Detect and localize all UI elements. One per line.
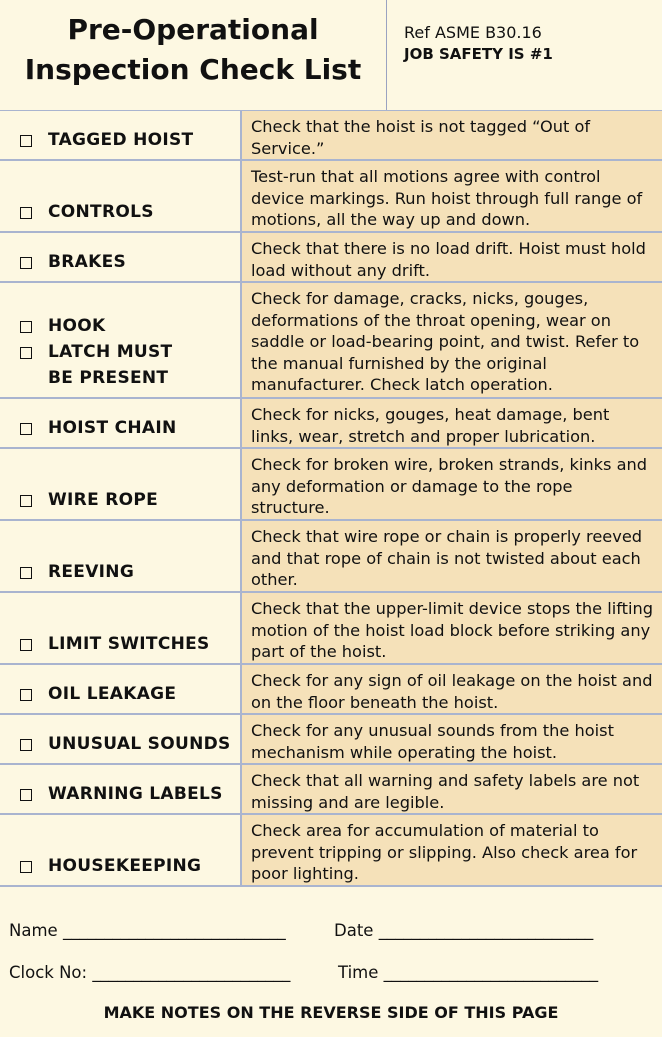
checklist-item-cell: [0, 283, 242, 397]
checklist-items: [20, 631, 210, 657]
checklist-item-cell: [0, 111, 242, 159]
checklist-row: [0, 593, 662, 665]
checklist-item-cell: [0, 521, 242, 591]
checkbox[interactable]: [20, 495, 32, 507]
checklist-items: [20, 681, 176, 707]
checklist-row: [0, 233, 662, 283]
checklist-item-label: WARNING LABELS: [48, 784, 223, 804]
checklist-row: [0, 449, 662, 521]
checklist-description: Check that all warning and safety labels are not missing and are legible.: [242, 765, 662, 813]
checklist-description: Check that the upper-limit device stops the lifting motion of the hoist load block before striking any part of the hoist.: [242, 593, 662, 663]
reference-standard: Ref ASME B30.16: [404, 23, 542, 42]
title-line-2: Inspection Check List: [24, 53, 362, 86]
checklist-item-cell: [0, 161, 242, 231]
date-field[interactable]: [334, 921, 593, 940]
checkbox[interactable]: [20, 567, 32, 579]
checklist-item-label: HOUSEKEEPING: [48, 856, 202, 876]
checklist-item: [20, 199, 154, 225]
clock-label: Clock No:: [9, 963, 88, 982]
checklist-item-label: HOIST CHAIN: [48, 418, 177, 438]
checklist-item-label: UNUSUAL SOUNDS: [48, 734, 231, 754]
checkbox[interactable]: [20, 135, 32, 147]
checklist-item-cell: [0, 715, 242, 763]
checklist-item-label: HOOK: [48, 316, 106, 336]
name-line: ___________________________: [62, 921, 286, 940]
checklist-items: [20, 781, 223, 807]
checklist-item-cell: [0, 233, 242, 281]
checklist-item: [20, 631, 210, 657]
checklist-description: Test-run that all motions agree with control device markings. Run hoist through full range of motions, all the way up and down.: [242, 161, 662, 231]
checkbox[interactable]: [20, 739, 32, 751]
checklist-items: [20, 559, 134, 585]
checklist-item: [20, 127, 193, 153]
checklist-description: Check that the hoist is not tagged “Out of Service.”: [242, 111, 662, 159]
reverse-side-note: MAKE NOTES ON THE REVERSE SIDE OF THIS PAGE: [103, 1003, 559, 1022]
checklist-item: [20, 313, 172, 339]
checklist-description: Check for broken wire, broken strands, kinks and any deformation or damage to the rope structure.: [242, 449, 662, 519]
checklist-item-cell: [0, 399, 242, 447]
checklist-row: [0, 521, 662, 593]
checklist-description: Check that there is no load drift. Hoist must hold load without any drift.: [242, 233, 662, 281]
checklist-items: [20, 249, 126, 275]
checklist-row: [0, 399, 662, 449]
page-title: [0, 10, 386, 90]
checklist-item-label: OIL LEAKAGE: [48, 684, 177, 704]
checklist-items: [20, 313, 172, 391]
checklist-item: [20, 781, 223, 807]
header: [0, 0, 662, 112]
name-field[interactable]: [9, 921, 286, 940]
checklist-description: Check area for accumulation of material to prevent tripping or slipping. Also check area for poor lighting.: [242, 815, 662, 885]
checkbox[interactable]: [20, 423, 32, 435]
time-field[interactable]: [338, 963, 598, 982]
safety-slogan: JOB SAFETY IS #1: [404, 45, 553, 63]
checklist-item: [20, 681, 176, 707]
checklist-row: [0, 111, 662, 161]
checklist-items: [20, 199, 154, 225]
checklist-items: [20, 853, 201, 879]
checklist-item: [20, 731, 231, 757]
checkbox[interactable]: [20, 321, 32, 333]
checklist-item-cell: [0, 765, 242, 813]
checkbox[interactable]: [20, 347, 32, 359]
checklist-description: Check for damage, cracks, nicks, gouges, deformations of the throat opening, wear on saddle or load-bearing point, and twist. Refer to the manual furnished by the original manufacturer. Check latch operation.: [242, 283, 662, 397]
checklist-item-cell: [0, 593, 242, 663]
checklist-item-cell: [0, 665, 242, 713]
checklist-item: [20, 559, 134, 585]
checklist-description: Check for nicks, gouges, heat damage, bent links, wear, stretch and proper lubrication.: [242, 399, 662, 447]
checkbox[interactable]: [20, 689, 32, 701]
checklist-row: [0, 283, 662, 399]
checklist-row: [0, 765, 662, 815]
name-label: Name: [9, 921, 58, 940]
time-line: __________________________: [383, 963, 599, 982]
checklist-description: Check for any sign of oil leakage on the hoist and on the floor beneath the hoist.: [242, 665, 662, 713]
checklist-item-label: TAGGED HOIST: [48, 130, 194, 150]
date-line: __________________________: [378, 921, 594, 940]
checklist-item-label: REEVING: [48, 562, 135, 582]
checklist-item-label: CONTROLS: [48, 202, 154, 222]
checklist-row: [0, 715, 662, 765]
checklist-item-label: BRAKES: [48, 252, 127, 272]
checklist-items: [20, 731, 231, 757]
checklist-item: [20, 853, 201, 879]
checklist-items: [20, 127, 193, 153]
clock-line: ________________________: [92, 963, 291, 982]
date-label: Date: [334, 921, 374, 940]
checklist-item-label: LIMIT SWITCHES: [48, 634, 210, 654]
checklist-item: [20, 339, 172, 391]
checklist-item-label: WIRE ROPE: [48, 490, 159, 510]
checklist-description: Check that wire rope or chain is properly reeved and that rope of chain is not twisted about each other.: [242, 521, 662, 591]
title-line-1: Pre-Operational: [67, 13, 319, 46]
checkbox[interactable]: [20, 861, 32, 873]
checklist-table: [0, 111, 662, 887]
checklist-row: [0, 665, 662, 715]
checklist-item: [20, 415, 176, 441]
checklist-item-label: LATCH MUST BE PRESENT: [48, 342, 173, 388]
checkbox[interactable]: [20, 639, 32, 651]
checkbox[interactable]: [20, 257, 32, 269]
checklist-row: [0, 161, 662, 233]
checkbox[interactable]: [20, 789, 32, 801]
header-divider: [386, 0, 387, 110]
checklist-items: [20, 487, 158, 513]
time-label: Time: [338, 963, 379, 982]
checkbox[interactable]: [20, 207, 32, 219]
checklist-description: Check for any unusual sounds from the hoist mechanism while operating the hoist.: [242, 715, 662, 763]
checklist-item: [20, 249, 126, 275]
checklist-item: [20, 487, 158, 513]
checklist-item-cell: [0, 449, 242, 519]
clock-number-field[interactable]: [9, 963, 290, 982]
checklist-item-cell: [0, 815, 242, 885]
checklist-row: [0, 815, 662, 887]
checklist-items: [20, 415, 176, 441]
